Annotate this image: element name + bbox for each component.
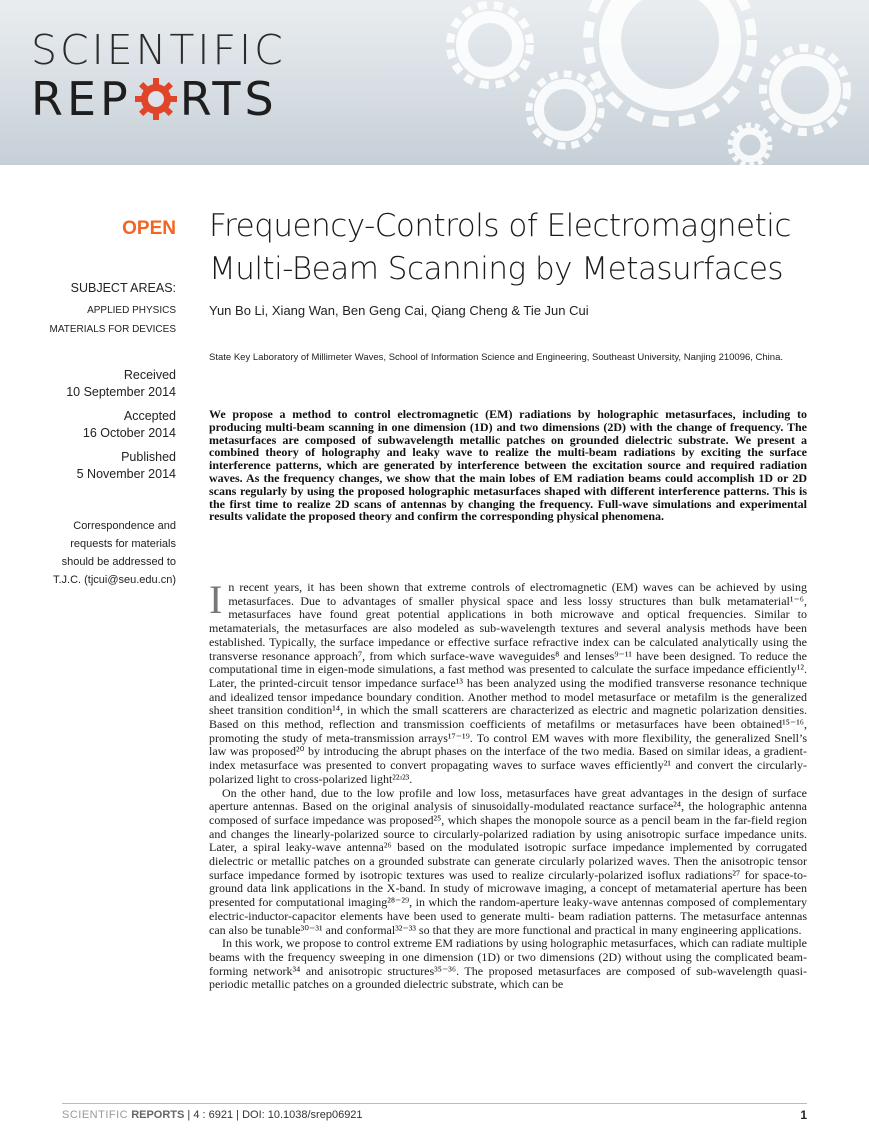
title-line: Frequency-Controls of Electromagnetic [209, 208, 791, 244]
journal-banner [0, 0, 869, 165]
footer-divider [62, 1103, 807, 1104]
body-paragraph [209, 577, 807, 787]
footer-journal-bold: REPORTS [131, 1109, 185, 1121]
page-number: 1 [800, 1108, 807, 1122]
article-title [209, 205, 849, 291]
footer-citation-text: | 4 : 6921 | DOI: 10.1038/srep06921 [184, 1109, 363, 1121]
published-label: Published [121, 450, 176, 464]
logo-scientific: SCIENTIFIC [31, 26, 286, 74]
logo-reports-right: RTS [179, 72, 278, 126]
open-access-badge[interactable]: OPEN [122, 218, 176, 239]
footer-citation [62, 1109, 363, 1121]
subject-area-link[interactable]: MATERIALS FOR DEVICES [49, 324, 176, 335]
published-date: 5 November 2014 [76, 467, 176, 481]
logo-reports-left: REP [31, 72, 132, 126]
paragraph-text: n recent years, it has been shown that extreme controls of electromagnetic (EM) waves can be achieved by using metasurfaces. Due to advantages of smaller physical space and less lossy structures than bulk metamaterial¹⁻⁶, metasurfaces have found great potential applications in both microwave and optical frequencies. Similar to metamaterials, the metasurfaces are also modeled as sub-wavelength textures and several analysis methods have been established. Typically, the surface impedance or effective surface refractive index can be calculated analytically using the transverse resonance approach⁷, from which surface-wave waveguides⁸ and lenses⁹⁻¹¹ have been designed. To reduce the computational time in eigen-mode simulations, a fast method was presented to calculate the surface impedance efficiently¹². Later, the printed-circuit tensor impedance surface¹³ has been analyzed using the modified transverse resonance technique and idealized tensor impedance boundary condition. Another method to model metasurface or metafilm is the generalized sheet transition condition¹⁴, in which the small scatterers are characterized as electric and magnetic polarization densities. Based on this method, reflection and transmission coefficients of metafilms or metasurfaces have been obtained¹⁵⁻¹⁶, promoting the study of meta-transmission arrays¹⁷⁻¹⁹. To control EM waves with more flexibility, the generalized Snell’s law was proposed²⁰ by introducing the abrupt phases on the interface of the two media. Based on similar ideas, a gradient-index metasurface was presented to convert propagating waves to surface waves efficiently²¹ and convert the circularly-polarized light to cross-polarized light²²ʴ²³. [209, 580, 807, 786]
abstract: We propose a method to control electromagnetic (EM) radiations by holographic metasurfaces, including to producing multi-beam scanning in one dimension (1D) and two dimensions (2D) with the change of frequency. The metasurfaces are composed of subwavelength metallic patches on grounded dielectric substrate. We present a combined theory of holography and leaky wave to realize the multi-beam radiations by exciting the surface interference patterns, which are generated by interference between the excitation source and required radiation waves. As the frequency changes, we show that the main lobes of EM radiation beams could accomplish 1D or 2D scans regularly by using the proposed holographic metasurfaces shaped with different interference patterns. This is the first time to realize 2D scans of antennas by changing the frequency. Full-wave simulations and experimental results validate the proposed theory and confirm the corresponding physical phenomena. [209, 407, 807, 524]
received-date: 10 September 2014 [66, 385, 176, 399]
subject-areas-title: SUBJECT AREAS: [70, 281, 176, 295]
subject-area-link[interactable]: APPLIED PHYSICS [87, 305, 176, 316]
correspondence-note: Correspondence and requests for materials should be addressed to T.J.C. (tjcui@seu.edu.cn) [52, 520, 176, 586]
received-label: Received [123, 368, 176, 382]
gear-icon [134, 77, 178, 121]
body-paragraph: On the other hand, due to the low profile and low loss, metasurfaces have great advantages in the design of surface aperture antennas. Based on the original analysis of sinusoidally-modulated reactance surface²⁴, the holographic antenna composed of surface impedance was proposed²⁵, which shapes the monopole source as a pencil beam in the far-field region and changes the linearly-polarized source to circularly-polarized radiation by using anisotropic surface impedance units. Later, a spiral leaky-wave antenna²⁶ based on the modulated isotropic surface impedance implemented by corrugated dielectric or metallic patches on a grounded substrate can generate circularly polarized waves. Then the anisotropic tensor surface impedance formed by isotropic textures was used to realize circularly-polarized isoflux radiations²⁷ for space-to-ground data link applications in the X-band. In study of microwave imaging, a concept of metamaterial aperture has been presented for computational imaging²⁸⁻²⁹, in which the random-aperture leaky-wave antennas composed of complementary electric-inductor-capacitor elements have been used to generate multi- beam radiation patterns. The metasurface antennas can also be tunable³⁰⁻³¹ and conformal³²⁻³³ so that they are more functional and practical in many engineering applications. [209, 785, 807, 937]
accepted-date: 16 October 2014 [82, 426, 176, 440]
logo-reports [31, 72, 278, 126]
affiliation: State Key Laboratory of Millimeter Waves, School of Information Science and Engineering, Southeast University, Nanjing 210096, China. [209, 352, 784, 363]
article-body [209, 577, 807, 992]
footer-journal-light: SCIENTIFIC [62, 1109, 129, 1121]
gears-decoration [420, 0, 869, 165]
body-paragraph: In this work, we propose to control extreme EM radiations by using holographic metasurfaces, which can radiate multiple beams with the frequency sweeping in one dimension (1D) or two dimensions (2D) without using the complicated beam-forming network³⁴ and anisotropic structures³⁵⁻³⁶. The proposed metasurfaces are composed of sub-wavelength quasi-periodic metallic patches on a grounded dielectric substrate, which can be [209, 936, 807, 992]
accepted-label: Accepted [123, 409, 176, 423]
author-list: Yun Bo Li, Xiang Wan, Ben Geng Cai, Qiang Cheng & Tie Jun Cui [209, 303, 589, 318]
drop-cap: I [209, 577, 223, 622]
title-line: Multi-Beam Scanning by Metasurfaces [209, 251, 784, 287]
